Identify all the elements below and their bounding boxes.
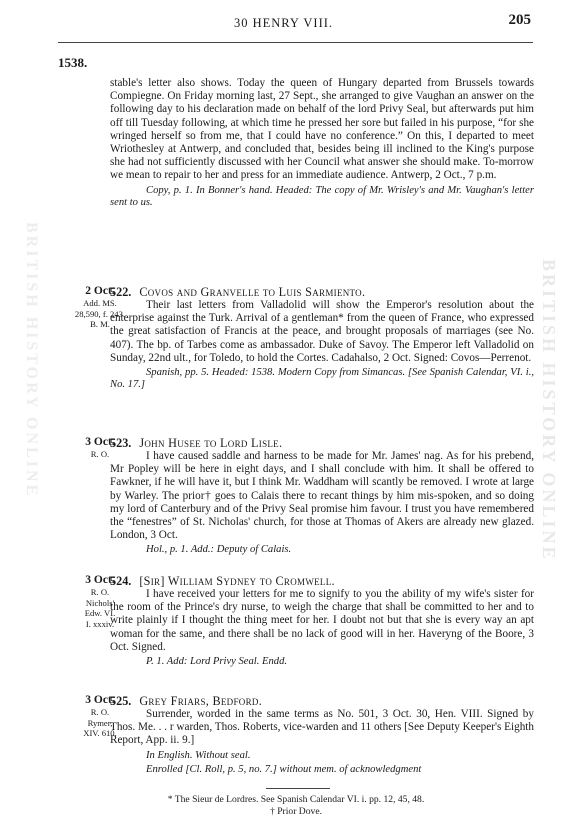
source-ref: I. xxxiv. [85, 618, 115, 629]
entry-heading [110, 574, 534, 588]
watermark-right: BRITISH HISTORY ONLINE [539, 258, 559, 562]
entry-number: 525. [110, 694, 132, 708]
watermark-left: BRITISH HISTORY ONLINE [23, 221, 40, 499]
entry-note: Spanish, pp. 5. Headed: 1538. Modern Copy from Simancas. [See Spanish Calendar, VI. i., No. 17.] [110, 367, 534, 391]
entry-heading [110, 694, 534, 708]
year-label: 1538. [58, 55, 88, 70]
entry-date: 3 Oct. [85, 436, 115, 448]
entry-title: Covos and Granvelle to Luis Sarmiento. [139, 285, 366, 299]
entry-number: 524. [110, 574, 132, 588]
footnote: † Prior Dove. [270, 806, 322, 817]
source-ref: Edw. VI. [84, 608, 116, 618]
source-ref: R. O. [90, 707, 110, 717]
entry-text: Surrender, worded in the same terms as No. 501, 3 Oct. 30, Hen. VIII. Signed by Thos. Me. . . r warden, Thos. Roberts, vice-warden and 11 others [See Deputy Keeper's Eighth Report, App. ii. 9.] [110, 708, 534, 747]
entry-date: 3 Oct. [85, 694, 115, 706]
continuation-note: Copy, p. 1. In Bonner's hand. Headed: The copy of Mr. Wrisley's and Mr. Vaughan's letter sent to us. [110, 184, 534, 209]
entry-title: [Sir] William Sydney to Cromwell. [139, 574, 335, 588]
header-rule [58, 42, 533, 43]
margin-year [58, 55, 142, 70]
running-header [0, 12, 567, 34]
source-ref: Nichols' [85, 597, 115, 608]
source-ref: B. M. [90, 319, 110, 329]
entry-525 [110, 694, 534, 776]
page-number: 205 [508, 12, 531, 28]
entry-text: I have received your letters for me to signify to you the ability of my wife's sister for the room of the Prince's dry nurse, to weigh the charge that shall be committed to her and to write plainly if I thought the thing meet for her. I doubt not but that she is every way an apt woman for the same, and there shall be no lack of good will in her. Haveryng of the Boore, 3 Oct. Signed. [110, 588, 534, 653]
source-ref: 28,590, f. 243. [74, 308, 126, 319]
entry-title: John Husee to Lord Lisle. [139, 436, 283, 450]
entry-note: Hol., p. 1. Add.: Deputy of Calais. [146, 544, 292, 556]
entry-heading [110, 436, 534, 450]
entry-number: 523. [110, 436, 132, 450]
source-ref: Add. MS. [83, 298, 117, 308]
source-ref: R. O. [90, 587, 110, 597]
continuation-text: stable's letter also shows. Today the queen of Hungary departed from Brussels towards Compiegne. On Friday morning last, 27 Sept., she arranged to give Vaughan an answer on the following day to his declaration made on behalf of the lord Privy Seal, but afterwards put him off till Tuesday following, at which time he pressed her sore but failed in his purpose, “for she wringed herself so from me, that I could have no conference.” On this, I departed to meet Wriothesley at Antwerp, and concluded that, besides being ill inclined to the King's purpose she had not sufficiently discussed with her Council what answer she should make. To-morrow we mean to repair to her and press for an immediate audience. Antwerp, 2 Oct., 7 p.m. [110, 77, 534, 182]
entry-heading [110, 285, 534, 299]
continuation-block [110, 77, 534, 209]
entry-number: 522. [110, 285, 132, 299]
entry-title: Grey Friars, Bedford. [139, 694, 263, 708]
entry-note: P. 1. Add: Lord Privy Seal. Endd. [146, 656, 288, 668]
entry-note: In English. Without seal. [146, 749, 251, 761]
source-ref: Rymer, [87, 717, 113, 728]
entry-524 [110, 574, 534, 668]
entry-text: I have caused saddle and harness to be made for Mr. James' nag. As for his prebend, Mr Popley will be here in eight days, and I shall conclude with him. It shall be offered to Fawkner, if he will have it, but I think Mr. Waddham will scantly be removed. I wrote at large by Warley. The prior† goes to Calais there to recant things by him mis-spoken, and so doing my lord of Canterbury and of the Privy Seal promise him favour. I trust you have remembered the “fenestres” of St. Nicholas' church, for those at Thomas of Akers are already new glazed. London, 3 Oct. [110, 450, 534, 542]
footnote: * The Sieur de Lordres. See Spanish Calendar VI. i. pp. 12, 45, 48. [167, 794, 425, 805]
entry-text: Their last letters from Valladolid will show the Emperor's resolution about the enterprise against the Turk. Arrival of a gentleman* from the queen of France, who expressed the great satisfaction of Francis at the peace, and brought proposals of marriages (see No. 407). The bp. of Tarbes come as ambassador. Duke of Savoy. The Emperor left Valladolid on Sunday, 22nd ult., for Toledo, to hold the Cortes. Cadahalso, 2 Oct. Signed: Covos—Perrenot. [110, 299, 534, 364]
entry-note-enrolled: Enrolled [Cl. Roll, p. 5, no. 7.] without mem. of acknowledgment [146, 764, 422, 776]
source-ref: R. O. [90, 449, 110, 459]
entry-522 [110, 285, 534, 392]
entry-date: 3 Oct. [85, 574, 115, 586]
entry-date: 2 Oct. [85, 285, 115, 297]
source-ref: XIV. 610. [83, 728, 117, 738]
entry-523 [110, 436, 534, 557]
footnote-rule [266, 788, 330, 789]
running-title: 30 HENRY VIII. [233, 16, 334, 30]
